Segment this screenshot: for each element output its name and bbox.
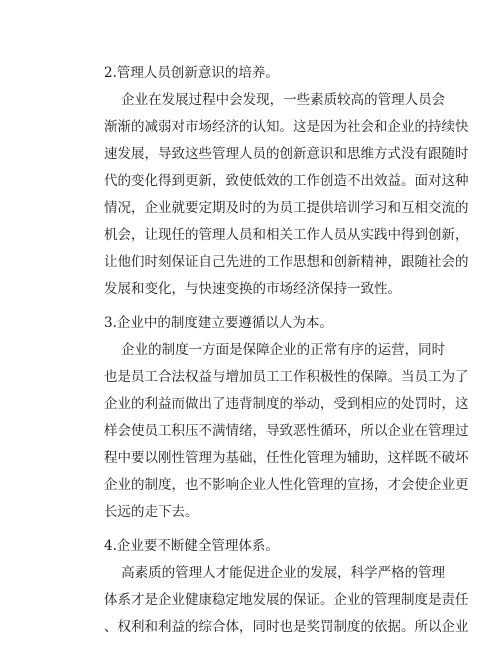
paragraph-line: 体系才是企业健康稳定地发展的保证。企业的管理制度是责任 (104, 592, 469, 608)
paragraph-line: 渐渐的减弱对市场经济的认知。这是因为社会和企业的持续快 (104, 119, 469, 135)
paragraph-line: 企业的制度，也不影响企业人性化管理的宣扬，才会使企业更 (104, 477, 469, 493)
paragraph-line: 让他们时刻保证自己先进的工作思想和创新精神，跟随社会的 (104, 254, 469, 270)
paragraph-line: 代的变化得到更新，致使低效的工作创造不出效益。面对这种 (104, 173, 469, 189)
paragraph-line: 程中要以刚性管理为基础，任性化管理为辅助，这样既不破坏 (104, 450, 469, 466)
paragraph-line: 高素质的管理人才能促进企业的发展，科学严格的管理 (104, 565, 446, 581)
paragraph-line: 企业在发展过程中会发现，一些素质较高的管理人员会 (104, 92, 446, 108)
section-3 (104, 310, 469, 526)
paragraph-line: 也是员工合法权益与增加员工工作积极性的保障。当员工为了 (104, 369, 469, 385)
document-page (104, 60, 469, 641)
paragraph-line: 样会使员工积压不满情绪，导致恶性循环，所以企业在管理过 (104, 423, 469, 439)
paragraph-line: 、权利和利益的综合体，同时也是奖罚制度的依据。所以企业 (104, 619, 469, 635)
paragraph-line: 速发展，导致这些管理人员的创新意识和思维方式没有跟随时 (104, 146, 469, 162)
section-2 (104, 60, 469, 303)
paragraph-line: 企业的制度一方面是保障企业的正常有序的运营，同时 (104, 342, 446, 358)
section-heading: 2.管理人员创新意识的培养。 (104, 65, 279, 81)
paragraph-line: 情况，企业就要定期及时的为员工提供培训学习和互相交流的 (104, 200, 469, 216)
paragraph-line: 机会，让现任的管理人员和相关工作人员从实践中得到创新， (104, 227, 469, 243)
section-heading: 3.企业中的制度建立要遵循以人为本。 (104, 315, 333, 331)
section-heading: 4.企业要不断健全管理体系。 (104, 538, 279, 554)
paragraph-line: 发展和变化，与快速变换的市场经济保持一致性。 (104, 281, 401, 297)
paragraph-line: 企业的利益而做出了违背制度的举动，受到相应的处罚时，这 (104, 396, 469, 412)
paragraph-line: 长远的走下去。 (104, 504, 199, 520)
section-4 (104, 533, 469, 641)
